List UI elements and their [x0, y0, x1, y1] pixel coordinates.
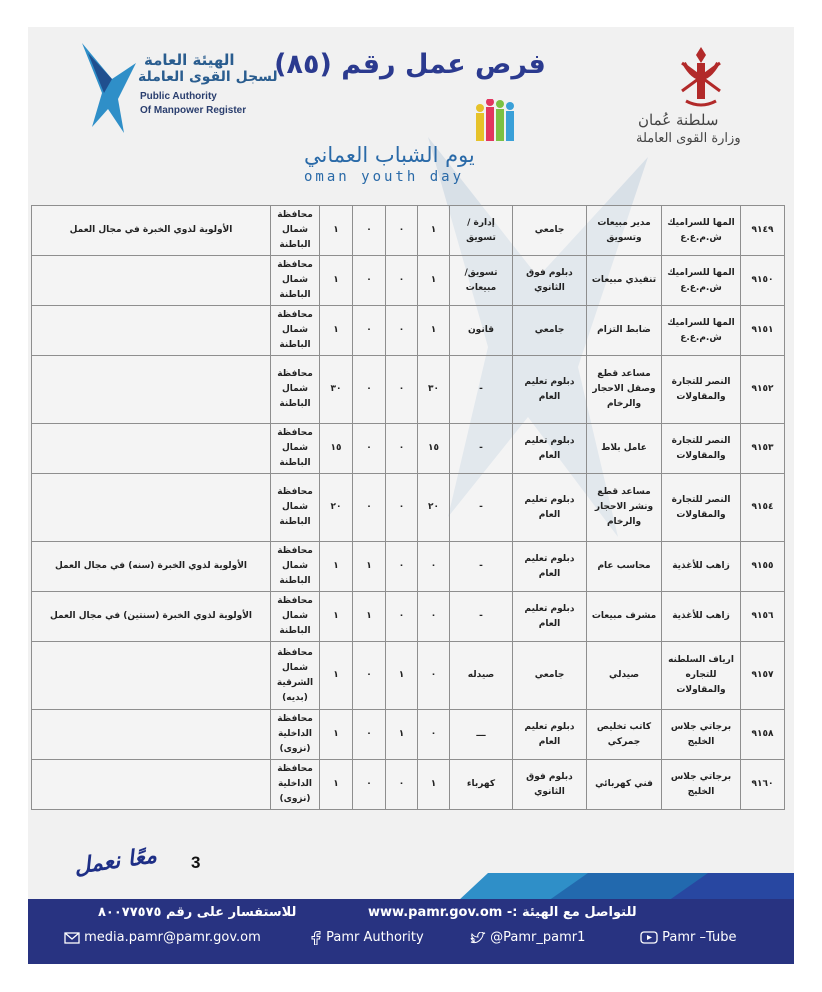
count-2-cell: ٠ — [386, 760, 418, 810]
specialization-cell: كهرباء — [450, 760, 513, 810]
count-2-cell: ٠ — [386, 474, 418, 542]
qualification-cell: جامعي — [513, 642, 587, 710]
count-3-cell: ٠ — [353, 474, 386, 542]
governorate-cell: محافظة شمال الباطنة — [271, 256, 320, 306]
specialization-cell: - — [450, 542, 513, 592]
qualification-cell: دبلوم تعليم العام — [513, 592, 587, 642]
job-title-cell: مدير مبيعات وتسويق — [587, 206, 662, 256]
count-1-cell: ٠ — [418, 542, 450, 592]
total-count-cell: ١٥ — [320, 424, 353, 474]
row-id-cell: ٩١٤٩ — [741, 206, 785, 256]
count-2-cell: ١ — [386, 710, 418, 760]
email-icon — [64, 932, 80, 944]
governorate-cell: محافظة الداخلية (نزوى) — [271, 760, 320, 810]
job-title-cell: تنفيذي مبيعات — [587, 256, 662, 306]
specialization-cell: ـــ — [450, 710, 513, 760]
count-3-cell: ٠ — [353, 760, 386, 810]
decorative-band — [28, 873, 794, 901]
table-row — [32, 760, 785, 810]
table-row — [32, 306, 785, 356]
footer-youtube[interactable] — [640, 930, 736, 945]
job-listing-sheet — [28, 27, 794, 964]
qualification-cell: دبلوم فوق الثانوي — [513, 256, 587, 306]
notes-cell — [32, 424, 271, 474]
count-1-cell: ٢٠ — [418, 474, 450, 542]
twitter-icon — [470, 932, 486, 944]
total-count-cell: ١ — [320, 710, 353, 760]
specialization-cell: صيدله — [450, 642, 513, 710]
authority-name-ar-line1: الهيئة العامة — [144, 51, 235, 69]
youth-day-ar: يوم الشباب العماني — [304, 143, 475, 167]
job-title-cell: مساعد قطع ونشر الاحجار والرخام — [587, 474, 662, 542]
company-name-cell: النصر للتجارة والمقاولات — [662, 474, 741, 542]
job-title-cell: محاسب عام — [587, 542, 662, 592]
job-title-cell: مساعد قطع وصقل الاحجار والرخام — [587, 356, 662, 424]
notes-cell: الأولوية لذوي الخبرة (سنه) في مجال العمل — [32, 542, 271, 592]
total-count-cell: ١ — [320, 760, 353, 810]
ministry-name-line1: سلطنة عُمان — [638, 111, 719, 129]
notes-cell: الأولوية لذوي الخبرة (سنتين) في مجال العمل — [32, 592, 271, 642]
facebook-icon — [310, 931, 322, 945]
governorate-cell: محافظة شمال الباطنة — [271, 306, 320, 356]
qualification-cell: دبلوم فوق الثانوي — [513, 760, 587, 810]
specialization-cell: إدارة / تسويق — [450, 206, 513, 256]
qualification-cell: دبلوم تعليم العام — [513, 474, 587, 542]
governorate-cell: محافظة شمال الباطنة — [271, 542, 320, 592]
governorate-cell: محافظة شمال الباطنة — [271, 474, 320, 542]
governorate-cell: محافظة شمال الباطنة — [271, 356, 320, 424]
facebook-text: Pamr Authority — [326, 930, 424, 945]
row-id-cell: ٩١٦٠ — [741, 760, 785, 810]
notes-cell — [32, 642, 271, 710]
governorate-cell: محافظة شمال الباطنة — [271, 592, 320, 642]
row-id-cell: ٩١٥٣ — [741, 424, 785, 474]
footer-bar — [28, 899, 794, 964]
row-id-cell: ٩١٥٦ — [741, 592, 785, 642]
footer-twitter[interactable] — [470, 930, 585, 945]
company-name-cell: زاهب للأغذية — [662, 592, 741, 642]
page-title: فرص عمل رقم (٨٥) — [274, 49, 546, 80]
qualification-cell: دبلوم تعليم العام — [513, 356, 587, 424]
authority-bird-icon — [78, 39, 140, 135]
governorate-cell: محافظة شمال الباطنة — [271, 206, 320, 256]
count-3-cell: ٠ — [353, 256, 386, 306]
company-name-cell: برجاتي جلاس الخليج — [662, 710, 741, 760]
governorate-cell: محافظة شمال الشرقية (بديه) — [271, 642, 320, 710]
twitter-text: @Pamr_pamr1 — [490, 930, 586, 945]
jobs-table — [31, 205, 785, 810]
youth-day-en: oman youth day — [304, 169, 465, 185]
qualification-cell: دبلوم تعليم العام — [513, 542, 587, 592]
specialization-cell: قانون — [450, 306, 513, 356]
company-name-cell: المها للسراميك ش.م.ع.ع — [662, 306, 741, 356]
qualification-cell: دبلوم تعليم العام — [513, 710, 587, 760]
total-count-cell: ٢٠ — [320, 474, 353, 542]
row-id-cell: ٩١٥٥ — [741, 542, 785, 592]
count-3-cell: ١ — [353, 542, 386, 592]
total-count-cell: ١ — [320, 256, 353, 306]
youtube-icon — [640, 931, 658, 944]
table-row — [32, 356, 785, 424]
table-row — [32, 206, 785, 256]
notes-cell — [32, 710, 271, 760]
count-2-cell: ١ — [386, 642, 418, 710]
company-name-cell: النصر للتجارة والمقاولات — [662, 424, 741, 474]
count-1-cell: ١ — [418, 306, 450, 356]
total-count-cell: ١ — [320, 306, 353, 356]
qualification-cell: جامعي — [513, 206, 587, 256]
specialization-cell: تسويق/ مبيعات — [450, 256, 513, 306]
job-title-cell: ضابط التزام — [587, 306, 662, 356]
table-row — [32, 474, 785, 542]
youtube-text: Pamr –Tube — [662, 930, 737, 945]
notes-cell — [32, 356, 271, 424]
job-title-cell: مشرف مبيعات — [587, 592, 662, 642]
count-1-cell: ٠ — [418, 592, 450, 642]
row-id-cell: ٩١٥٠ — [741, 256, 785, 306]
count-2-cell: ٠ — [386, 356, 418, 424]
ministry-name-line2: وزارة القوى العاملة — [636, 131, 741, 146]
youth-day-logo — [296, 99, 516, 189]
notes-cell — [32, 256, 271, 306]
specialization-cell: - — [450, 592, 513, 642]
count-2-cell: ٠ — [386, 424, 418, 474]
total-count-cell: ٣٠ — [320, 356, 353, 424]
job-title-cell: صيدلي — [587, 642, 662, 710]
oman-emblem-icon — [676, 43, 726, 109]
qualification-cell: دبلوم تعليم العام — [513, 424, 587, 474]
youth-figures-icon — [474, 99, 522, 143]
authority-name-en-line1: Public Authority — [140, 91, 217, 102]
count-1-cell: ٣٠ — [418, 356, 450, 424]
count-1-cell: ٠ — [418, 642, 450, 710]
notes-cell — [32, 306, 271, 356]
count-3-cell: ٠ — [353, 710, 386, 760]
footer-facebook[interactable] — [310, 930, 424, 945]
job-title-cell: عامل بلاط — [587, 424, 662, 474]
table-row — [32, 424, 785, 474]
notes-cell: الأولوية لذوي الخبرة في مجال العمل — [32, 206, 271, 256]
table-row — [32, 256, 785, 306]
authority-name-en-line2: Of Manpower Register — [140, 105, 247, 116]
total-count-cell: ١ — [320, 542, 353, 592]
count-3-cell: ٠ — [353, 206, 386, 256]
ministry-logo — [620, 41, 780, 151]
count-3-cell: ١ — [353, 592, 386, 642]
authority-name-ar-line2: لسجل القوى العاملة — [138, 69, 278, 85]
footer-email[interactable] — [64, 930, 261, 945]
count-3-cell: ٠ — [353, 642, 386, 710]
row-id-cell: ٩١٥٧ — [741, 642, 785, 710]
qualification-cell: جامعي — [513, 306, 587, 356]
row-id-cell: ٩١٥٤ — [741, 474, 785, 542]
company-name-cell: المها للسراميك ش.م.ع.ع — [662, 206, 741, 256]
row-id-cell: ٩١٥٢ — [741, 356, 785, 424]
table-row — [32, 710, 785, 760]
count-1-cell: ٠ — [418, 710, 450, 760]
specialization-cell: - — [450, 474, 513, 542]
page-number: 3 — [191, 853, 201, 872]
count-2-cell: ٠ — [386, 306, 418, 356]
email-text: media.pamr@pamr.gov.om — [84, 930, 261, 945]
inquiry-phone: للاستفسار على رقم ٨٠٠٧٧٥٧٥ — [98, 905, 297, 920]
count-1-cell: ١ — [418, 256, 450, 306]
count-2-cell: ٠ — [386, 256, 418, 306]
governorate-cell: محافظة شمال الباطنة — [271, 424, 320, 474]
company-name-cell: برجاتي جلاس الخليج — [662, 760, 741, 810]
table-row — [32, 592, 785, 642]
governorate-cell: محافظة الداخلية (نزوى) — [271, 710, 320, 760]
table-row — [32, 642, 785, 710]
jobs-table-body — [32, 206, 785, 810]
count-3-cell: ٠ — [353, 306, 386, 356]
notes-cell — [32, 760, 271, 810]
count-3-cell: ٠ — [353, 356, 386, 424]
company-name-cell: المها للسراميك ش.م.ع.ع — [662, 256, 741, 306]
total-count-cell: ١ — [320, 206, 353, 256]
count-2-cell: ٠ — [386, 542, 418, 592]
count-1-cell: ١ — [418, 760, 450, 810]
count-3-cell: ٠ — [353, 424, 386, 474]
total-count-cell: ١ — [320, 642, 353, 710]
company-name-cell: النصر للتجارة والمقاولات — [662, 356, 741, 424]
table-row — [32, 542, 785, 592]
count-1-cell: ١٥ — [418, 424, 450, 474]
authority-logo — [78, 39, 278, 149]
count-2-cell: ٠ — [386, 206, 418, 256]
count-1-cell: ١ — [418, 206, 450, 256]
specialization-cell: - — [450, 424, 513, 474]
row-id-cell: ٩١٥١ — [741, 306, 785, 356]
notes-cell — [32, 474, 271, 542]
count-2-cell: ٠ — [386, 592, 418, 642]
company-name-cell: زاهب للأغذية — [662, 542, 741, 592]
company-name-cell: ارياف السلطنه للتجاره والمقاولات — [662, 642, 741, 710]
row-id-cell: ٩١٥٨ — [741, 710, 785, 760]
job-title-cell: كاتب تخليص جمركي — [587, 710, 662, 760]
slogan-logo: معًا نعمل — [72, 843, 159, 880]
contact-website[interactable]: للتواصل مع الهيئة :- www.pamr.gov.om — [368, 905, 637, 920]
job-title-cell: فني كهربائي — [587, 760, 662, 810]
total-count-cell: ١ — [320, 592, 353, 642]
specialization-cell: - — [450, 356, 513, 424]
